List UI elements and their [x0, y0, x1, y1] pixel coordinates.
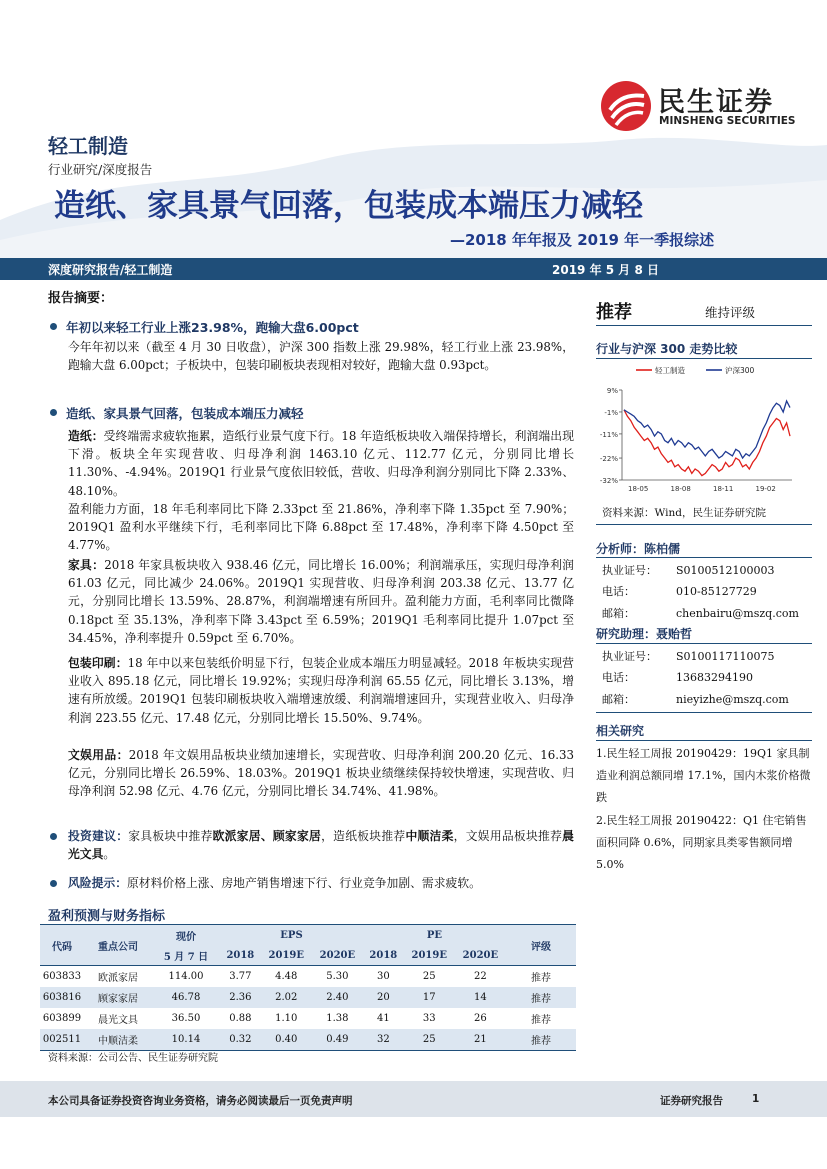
bullet-icon	[50, 880, 57, 887]
analyst-row	[602, 562, 775, 578]
cell-value: 33	[422, 1013, 436, 1024]
industry-name: 轻工制造	[48, 134, 128, 158]
report-subtitle: —2018 年年报及 2019 年一季报综述	[450, 231, 715, 249]
page-number: 1	[752, 1093, 760, 1105]
bullet-1-title: 年初以来轻工行业上涨23.98%，跑输大盘6.00pct	[66, 320, 359, 335]
cell-code: 603899	[42, 1013, 82, 1024]
series-line-1	[624, 410, 790, 476]
investment-text-2: ，造纸板块推荐	[321, 829, 406, 843]
analyst-phone: 010-85127729	[676, 585, 757, 598]
footer-disclaimer: 本公司具备证券投资咨询业务资格，请务必阅读最后一页免责声明	[48, 1095, 353, 1107]
x-tick-label: 19-02	[755, 485, 776, 493]
legend-label: 沪深300	[725, 366, 755, 375]
assistant-row-label: 电话：	[602, 671, 635, 684]
paper-paragraph-2: 盈利能力方面，18 年毛利率同比下降 2.33pct 至 21.86%，净利率下降 1.35pct 至 7.90%；2019Q1 盈利水平继续下行，毛利率同比下降 6.88pct 至 17.48%，净利率下降 4.50pct 至 4.77%。	[68, 502, 574, 553]
cell-value: 41	[376, 1013, 390, 1024]
footer-label: 证券研究报告	[660, 1095, 723, 1107]
bullet-1-text: 今年年初以来（截至 4 月 30 日收盘），沪深 300 指数上涨 29.98%，轻工行业上涨 23.98%，跑输大盘 6.00pct；子板块中，包装印刷板块表现相对较好，跑输大盘 0.93pct。	[68, 340, 574, 373]
col-year: 2018	[369, 949, 398, 961]
cell-value: 1.10	[275, 1013, 298, 1024]
investment-stock-2: 中顺洁柔	[405, 829, 454, 843]
col-year: 2020E	[319, 949, 356, 961]
cell-rating: 推荐	[531, 1015, 551, 1026]
table-title: 盈利预测与财务指标	[48, 909, 166, 924]
y-tick-label: 9%	[606, 387, 618, 395]
assistant-row	[602, 691, 789, 707]
cell-value: 14	[474, 992, 487, 1003]
summary-heading: 报告摘要：	[48, 291, 114, 306]
cell-company: 晨光文具	[98, 1015, 138, 1026]
cell-value: 20	[376, 992, 390, 1003]
analyst-row	[602, 605, 799, 621]
cell-value: 25	[422, 1034, 436, 1045]
cell-value: 2.36	[229, 992, 252, 1003]
investment-text-4: 。	[103, 847, 116, 862]
cell-company: 中顺洁柔	[98, 1036, 138, 1047]
cell-code: 002511	[42, 1034, 82, 1045]
divider	[596, 358, 812, 359]
related-item[interactable]: 2.民生轻工周报 20190422：Q1 住宅销售面积同降 0.6%，同期家具类零售额同增 5.0%	[596, 814, 807, 871]
brand-name-en: MINSHENG SECURITIES	[659, 115, 796, 127]
cell-value: 1.38	[326, 1013, 349, 1024]
cell-company: 欧派家居	[98, 973, 138, 984]
analyst-row	[602, 583, 757, 599]
assistant-row	[602, 648, 775, 664]
furniture-paragraph	[68, 556, 574, 647]
table-row	[40, 987, 576, 1008]
investment-stock-3: 晨光文具	[68, 829, 574, 862]
paper-paragraph	[68, 427, 574, 500]
cell-value: 0.40	[275, 1034, 298, 1045]
col-rating: 评级	[531, 941, 551, 953]
assistant-row	[602, 669, 753, 685]
divider	[596, 524, 812, 525]
cell-value: 17	[422, 992, 436, 1003]
risk-text: 原材料价格上涨、房地产销售增速下行、行业竞争加剧、需求疲软。	[127, 876, 481, 890]
related-item[interactable]: 1.民生轻工周报 20190429：19Q1 家具制造业利润总额同增 17.1%，国内木浆价格微跌	[596, 747, 811, 804]
bullet-icon	[50, 323, 57, 330]
cell-value: 0.49	[326, 1034, 349, 1045]
packaging-label: 包装印刷：	[68, 656, 128, 670]
report-title: 造纸、家具景气回落，包装成本端压力减轻	[54, 188, 643, 224]
assistant-email[interactable]: nieyizhe@mszq.com	[676, 693, 789, 706]
col-eps: EPS	[280, 929, 303, 941]
assistant-row-label: 执业证号：	[602, 650, 657, 663]
col-price-date: 5 月 7 日	[163, 951, 209, 963]
investment-text-3: ，文娱用品板块推荐	[453, 829, 563, 843]
divider	[596, 325, 812, 326]
band-left-label: 深度研究报告/轻工制造	[48, 263, 173, 277]
cell-code: 603833	[42, 971, 82, 982]
financial-table	[40, 925, 576, 1051]
cell-value: 21	[474, 1034, 487, 1045]
chart-title: 行业与沪深 300 走势比较	[596, 342, 738, 356]
logo-mark-icon	[600, 80, 652, 132]
cell-value: 0.88	[229, 1013, 252, 1024]
packaging-text: 18 年中以来包装纸价明显下行，包装企业成本端压力明显减轻。2018 年板块实现营业收入 895.18 亿元，同比增长 19.92%；实现归母净利润 65.55 亿元，同比增长 3.13%，增速有所放缓。2019Q1 包装印刷板块收入端增速放缓、利润端增速回升，实现营业收入、归母净利润 223.55 亿元、17.48 亿元，分别同比增长 15.50%、9.74%。	[68, 656, 574, 725]
header-band	[0, 258, 827, 280]
y-tick-label: -1%	[604, 408, 618, 417]
y-tick-label: -22%	[599, 455, 618, 464]
analyst-row-label: 邮箱：	[602, 607, 635, 620]
cell-price: 46.78	[171, 992, 201, 1003]
brand-name-cn: 民生证券	[658, 87, 774, 118]
col-year: 2019E	[268, 949, 305, 961]
cell-value: 26	[474, 1013, 487, 1024]
furniture-label: 家具：	[68, 558, 105, 572]
report-category: 行业研究/深度报告	[48, 162, 153, 177]
analyst-license: S0100512100003	[676, 564, 775, 577]
bullet-2-title: 造纸、家具景气回落，包装成本端压力减轻	[66, 406, 304, 421]
col-pe: PE	[426, 929, 443, 941]
col-price: 现价	[176, 931, 196, 943]
divider	[596, 740, 812, 741]
table-source: 资料来源：公司公告、民生证券研究院	[48, 1053, 218, 1064]
analyst-row-label: 电话：	[602, 585, 635, 598]
cell-value: 5.30	[326, 971, 349, 982]
cell-value: 2.02	[275, 992, 298, 1003]
investment-text-1: 家具板块中推荐	[128, 829, 213, 843]
col-company: 重点公司	[98, 941, 138, 953]
trend-chart	[596, 362, 812, 502]
risk-label: 风险提示：	[68, 876, 127, 890]
cell-rating: 推荐	[531, 973, 551, 984]
y-tick-label: -11%	[599, 430, 618, 439]
related-title: 相关研究	[596, 724, 645, 738]
cell-value: 0.32	[229, 1034, 252, 1045]
assistant-phone: 13683294190	[676, 671, 753, 684]
cell-value: 25	[422, 971, 436, 982]
cell-price: 10.14	[171, 1034, 201, 1045]
x-tick-label: 18-08	[670, 485, 691, 493]
cell-value: 32	[376, 1034, 390, 1045]
table-row	[40, 966, 576, 988]
col-year: 2018	[226, 949, 255, 961]
page-footer	[0, 1081, 827, 1117]
cell-value: 22	[474, 971, 487, 982]
assistant-license: S0100117110075	[676, 650, 775, 663]
report-date: 2019 年 5 月 8 日	[552, 263, 659, 277]
cell-rating: 推荐	[531, 994, 551, 1005]
cell-code: 603816	[42, 992, 82, 1003]
brand-logo	[600, 80, 800, 132]
investment-stock-1: 欧派家居、顾家家居	[212, 829, 322, 843]
series-line-2	[624, 401, 790, 458]
investment-label: 投资建议：	[68, 829, 129, 843]
cell-value: 30	[376, 971, 390, 982]
assistant-title: 研究助理：聂贻哲	[596, 627, 693, 641]
paper-text: 受终端需求疲软拖累，造纸行业景气度下行。18 年造纸板块收入端保持增长，利润端出现下滑。板块全年实现营收、归母净利润 1463.10 亿元、112.77 亿元，分别同比增长 11.30%、-4.94%。2019Q1 行业景气度依旧较低，营收、归母净利润分别同比下降 2.33%、48.10%。	[68, 429, 574, 498]
cell-company: 顾家家居	[98, 994, 138, 1005]
bullet-icon	[50, 409, 57, 416]
legend-label: 轻工制造	[655, 366, 685, 375]
cell-rating: 推荐	[531, 1036, 551, 1047]
paper-label: 造纸：	[68, 429, 104, 443]
chart-source: 资料来源：Wind，民生证券研究院	[602, 507, 766, 519]
bullet-icon	[50, 833, 57, 840]
analyst-title: 分析师：陈柏儒	[596, 542, 681, 556]
cell-price: 114.00	[168, 971, 204, 982]
cell-price: 36.50	[171, 1013, 201, 1024]
divider	[596, 643, 812, 644]
furniture-text: 2018 年家具板块收入 938.46 亿元，同比增长 16.00%；利润端承压，实现归母净利润 61.03 亿元，同比减少 24.06%。2019Q1 实现营收、归母净利润 203.38 亿元、13.77 亿元，分别同比增长 13.59%、28.87%，利润端增速有所回升。盈利能力方面，毛利率同比微降 0.18pct 至 35.13%，净利率下降 3.43pct 至 6.59%；2019Q1 毛利率同比提升 1.07pct 至 34.45%，净利率提升 0.59pct 至 6.70%。	[68, 558, 574, 645]
analyst-email[interactable]: chenbairu@mszq.com	[676, 607, 799, 620]
x-tick-label: 18-11	[713, 485, 734, 493]
cell-value: 3.77	[229, 971, 252, 982]
x-tick-label: 18-05	[628, 485, 649, 493]
col-code: 代码	[52, 941, 72, 953]
assistant-row-label: 邮箱：	[602, 693, 635, 706]
col-year: 2019E	[411, 949, 447, 961]
divider	[596, 557, 812, 558]
col-year: 2020E	[462, 949, 499, 961]
divider	[596, 712, 812, 713]
packaging-paragraph	[68, 654, 574, 727]
table-row	[40, 1008, 576, 1029]
rating: 推荐	[596, 302, 632, 323]
y-tick-label: -32%	[599, 477, 618, 485]
rating-note: 维持评级	[705, 305, 756, 320]
table-row	[40, 1029, 576, 1051]
cell-value: 2.40	[326, 992, 349, 1003]
cell-value: 4.48	[275, 971, 298, 982]
analyst-row-label: 执业证号：	[602, 564, 657, 577]
risk-paragraph	[68, 874, 574, 892]
stationery-text: 2018 年文娱用品板块业绩加速增长，实现营收、归母净利润 200.20 亿元、16.33 亿元，分别同比增长 26.59%、18.03%。2019Q1 板块业绩继续保持较快增速，实现营收、归母净利润 52.98 亿元、4.76 亿元，分别同比增长 34.74%、41.98%。	[68, 748, 574, 799]
stationery-label: 文娱用品：	[68, 748, 129, 762]
investment-paragraph	[68, 827, 574, 863]
stationery-paragraph	[68, 746, 574, 801]
